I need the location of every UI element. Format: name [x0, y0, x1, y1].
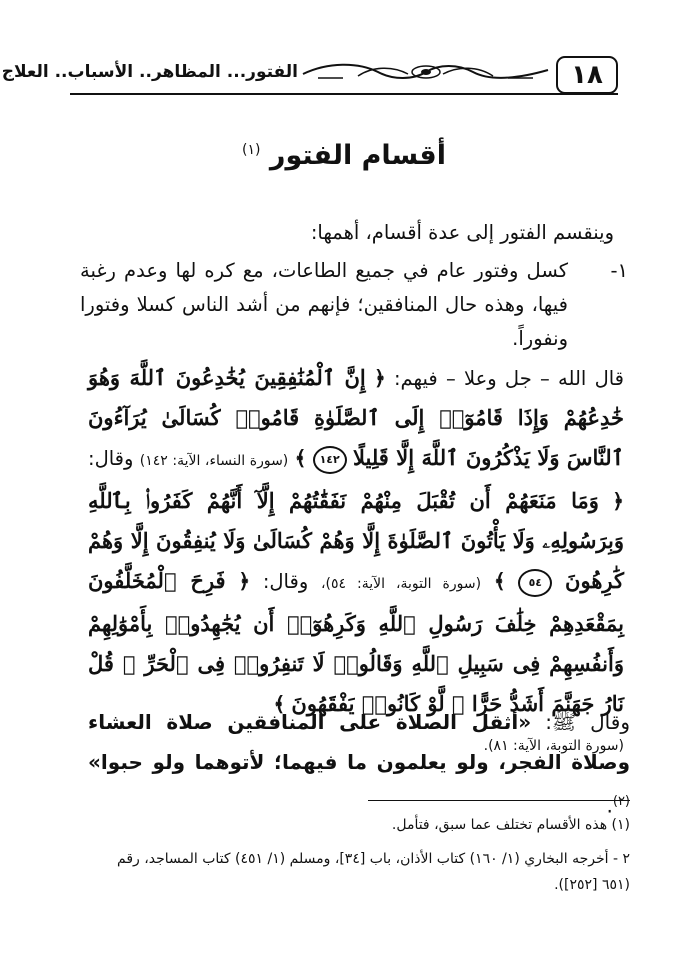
hadith-intro: وقال ﷺ:	[545, 710, 630, 734]
hadith-text: «أثقل الصلاة على المنافقين صلاة العشاء وصلاة الفجر، ولو يعلمون ما فيهما؛ لأتوهما ولو حبوا»	[88, 710, 630, 774]
wa-qal: وقال:	[262, 570, 309, 593]
footnote-rule	[368, 800, 630, 801]
verse-reference: (سورة التوبة، الآية: ٨١).	[483, 738, 624, 754]
verse-reference: (سورة التوبة، الآية: ٥٤)،	[320, 576, 482, 592]
ornate-paren-open: ﴿	[612, 489, 625, 513]
section-title	[0, 140, 688, 171]
footnote-marker: (٢)	[612, 794, 630, 809]
footnote-2: ٢ - أخرجه البخاري (١/ ١٦٠) كتاب الأذان، باب [٣٤]، ومسلم (١/ ٤٥١) كتاب المساجد، رقم (٦٥١ [٢٥٢]).	[117, 851, 630, 893]
page-number: ١٨	[556, 56, 618, 94]
footnote-1: (١) هذه الأقسام تختلف عما سبق، فتأمل.	[391, 817, 630, 833]
ornate-paren-open: ﴿	[373, 366, 386, 390]
ornate-paren-close: ﴾	[493, 569, 506, 593]
footnote-marker: (١)	[242, 142, 261, 158]
verse-number: ١٤٢	[313, 446, 347, 474]
hadith-paragraph: وقال ﷺ: «أثقل الصلاة على المنافقين صلاة العشاء وصلاة الفجر، ولو يعلمون ما فيهما؛ لأتوهما ولو حبوا» $^{(٢)}$.	[88, 710, 630, 818]
list-item-number: ١-	[610, 259, 628, 282]
quran-intro: قال الله – جل وعلا – فيهم:	[393, 367, 624, 390]
verse-2: وَمَا مَنَعَهُمْ أَن تُقْبَلَ مِنْهُمْ نَفَقَٰتُهُمْ إِلَّآ أَنَّهُمْ كَفَرُوا۟ بِٱللَّهِ وَبِرَسُولِهِۦ وَلَا يَأْتُونَ ٱلصَّلَوٰةَ إِلَّا وَهُمْ كُسَالَىٰ وَلَا يُنفِقُونَ إِلَّا وَهُمْ كَٰرِهُونَ	[88, 488, 624, 593]
running-title: الفتور... المظاهر.. الأسباب.. العلاج	[1, 62, 298, 82]
verse-reference: (سورة النساء، الآية: ١٤٢)	[139, 453, 289, 469]
list-item-text: كسل وفتور عام في جميع الطاعات، مع كره لها وعدم رغبة فيها، وهذه حال المنافقين؛ فإنهم من أشد الناس كسلا وفتورا ونفوراً.	[80, 259, 568, 350]
ornate-paren-open: ﴿	[238, 569, 251, 593]
ornament-icon	[298, 60, 553, 84]
wa-qal: وقال:	[88, 447, 134, 470]
section-title-text: أقسام الفتور	[269, 140, 446, 171]
verse-number: ٥٤	[518, 569, 552, 597]
verse-1: إِنَّ ٱلْمُنَٰفِقِينَ يُخَٰدِعُونَ ٱللَّهَ وَهُوَ خَٰدِعُهُمْ وَإِذَا قَامُوٓا۟ إِلَى ٱلصَّلَوٰةِ قَامُوا۟ كُسَالَىٰ يُرَآءُونَ ٱلنَّاسَ وَلَا يَذْكُرُونَ ٱللَّهَ إِلَّا قَلِيلًا	[88, 365, 624, 470]
list-item	[80, 254, 628, 356]
ornate-paren-close: ﴾	[294, 446, 307, 470]
header-rule	[70, 93, 618, 95]
ornate-paren-close: ﴾	[273, 692, 286, 716]
running-header	[1, 52, 618, 94]
intro-paragraph: وينقسم الفتور إلى عدة أقسام، أهمها:	[310, 221, 614, 244]
verse-3: فَرِحَ ٱلْمُخَلَّفُونَ بِمَقْعَدِهِمْ خِلَٰفَ رَسُولِ ٱللَّهِ وَكَرِهُوٓا۟ أَن يُجَٰهِدُوا۟ بِأَمْوَٰلِهِمْ وَأَنفُسِهِمْ فِى سَبِيلِ ٱللَّهِ وَقَالُوا۟ لَا تَنفِرُوا۟ فِى ٱلْحَرِّ ۗ قُلْ نَارُ جَهَنَّمَ أَشَدُّ حَرًّا ۚ لَّوْ كَانُوا۟ يَفْقَهُونَ	[88, 568, 624, 716]
